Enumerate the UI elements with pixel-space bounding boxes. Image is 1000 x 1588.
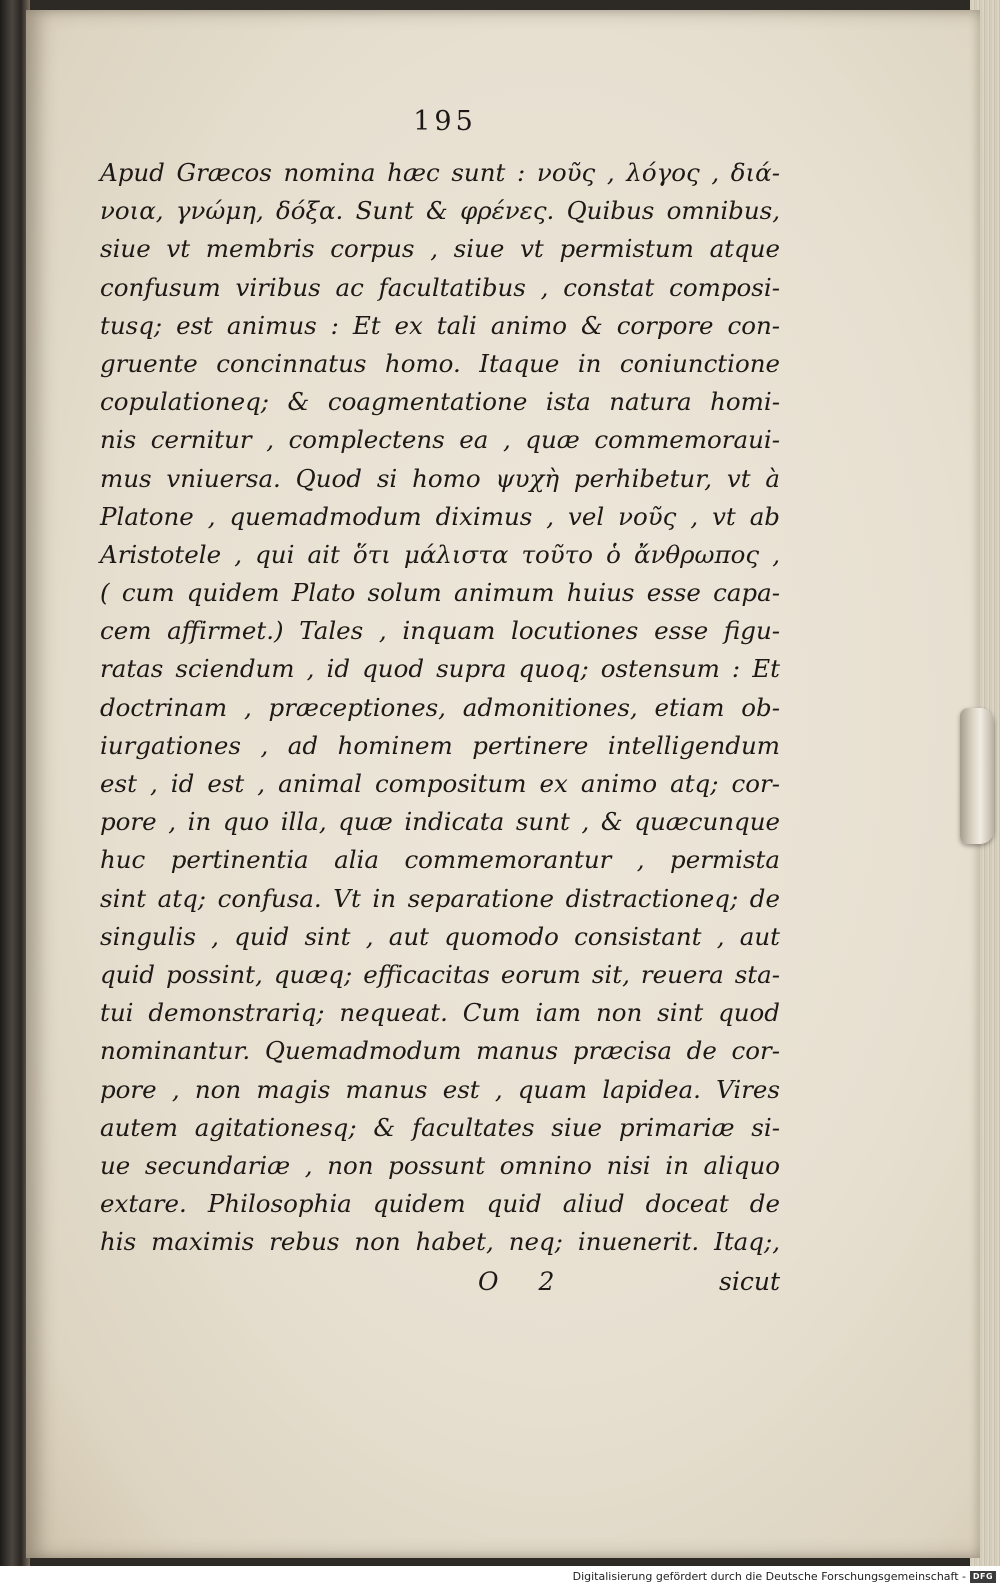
text-line: copulationeq; & coagmentatione ista natura homi- [100,387,780,417]
dfg-logo: DFG [970,1571,996,1583]
credit-text: Digitalisierung gefördert durch die Deutsche Forschungsgemeinschaft - [572,1570,966,1583]
text-line: quid possint, quæq; efficacitas eorum sit, reuera sta- [100,959,780,989]
text-line: nis cernitur , complectens ea , quæ commemoraui- [100,425,780,455]
signature-mark: O 2 [478,1267,571,1297]
page-foot [100,1263,780,1301]
text-line: tui demonstrariq; nequeat. Cum iam non sint quod [100,998,780,1028]
text-line: νοια, γνώμη, δόξα. Sunt & φρένες. Quibus omnibus, [100,196,780,226]
text-line: doctrinam , præceptiones, admonitiones, etiam ob- [100,692,780,722]
text-line: ratas sciendum , id quod supra quoq; ostensum : Et [100,654,780,684]
text-line: nominantur. Quemadmodum manus præcisa de cor- [100,1036,780,1066]
text-line: extare. Philosophia quidem quid aliud doceat de [100,1189,780,1219]
text-line: autem agitationesq; & facultates siue primariæ si- [100,1112,780,1142]
catchword: sicut [719,1267,780,1297]
text-line: mus vniuersa. Quod si homo ψυχὴ perhibetur, vt à [100,463,780,493]
text-line: pore , in quo illa, quæ indicata sunt , & quæcunque [100,807,780,837]
text-line: Platone , quemadmodum diximus , vel νοῦς , vt ab [100,501,780,531]
text-line: tusq; est animus : Et ex tali animo & corpore con- [100,310,780,340]
text-line: cem affirmet.) Tales , inquam locutiones esse figu- [100,616,780,646]
page-clip [960,708,994,844]
text-line: Aristotele , qui ait ὅτι μάλιστα τοῦτο ὁ ἄνθρωπος , [100,539,780,569]
book-page [26,10,980,1558]
page-text-block [100,102,780,1301]
text-line: gruente concinnatus homo. Itaque in coniunctione [100,348,780,378]
digitization-credit-bar [0,1566,1000,1588]
text-line: sint atq; confusa. Vt in separatione distractioneq; de [100,883,780,913]
text-line: his maximis rebus non habet, neq; inuenerit. Itaq;, [100,1227,780,1257]
text-line: iurgationes , ad hominem pertinere intelligendum [100,730,780,760]
text-line: ( cum quidem Plato solum animum huius esse capa- [100,578,780,608]
text-line: singulis , quid sint , aut quomodo consistant , aut [100,921,780,951]
text-line: ue secundariæ , non possunt omnino nisi in aliquo [100,1150,780,1180]
text-line: est , id est , animal compositum ex animo atq; cor- [100,769,780,798]
text-line: pore , non magis manus est , quam lapidea. Vires [100,1074,780,1104]
text-line: huc pertinentia alia commemorantur , permista [100,845,780,875]
text-line: Apud Græcos nomina hæc sunt : νοῦς , λόγος , διά- [100,158,780,187]
page-number: 195 [413,106,477,137]
text-lines [100,154,780,1261]
text-line: confusum viribus ac facultatibus , constat composi- [100,272,780,302]
text-line: siue vt membris corpus , siue vt permistum atque [100,234,780,264]
